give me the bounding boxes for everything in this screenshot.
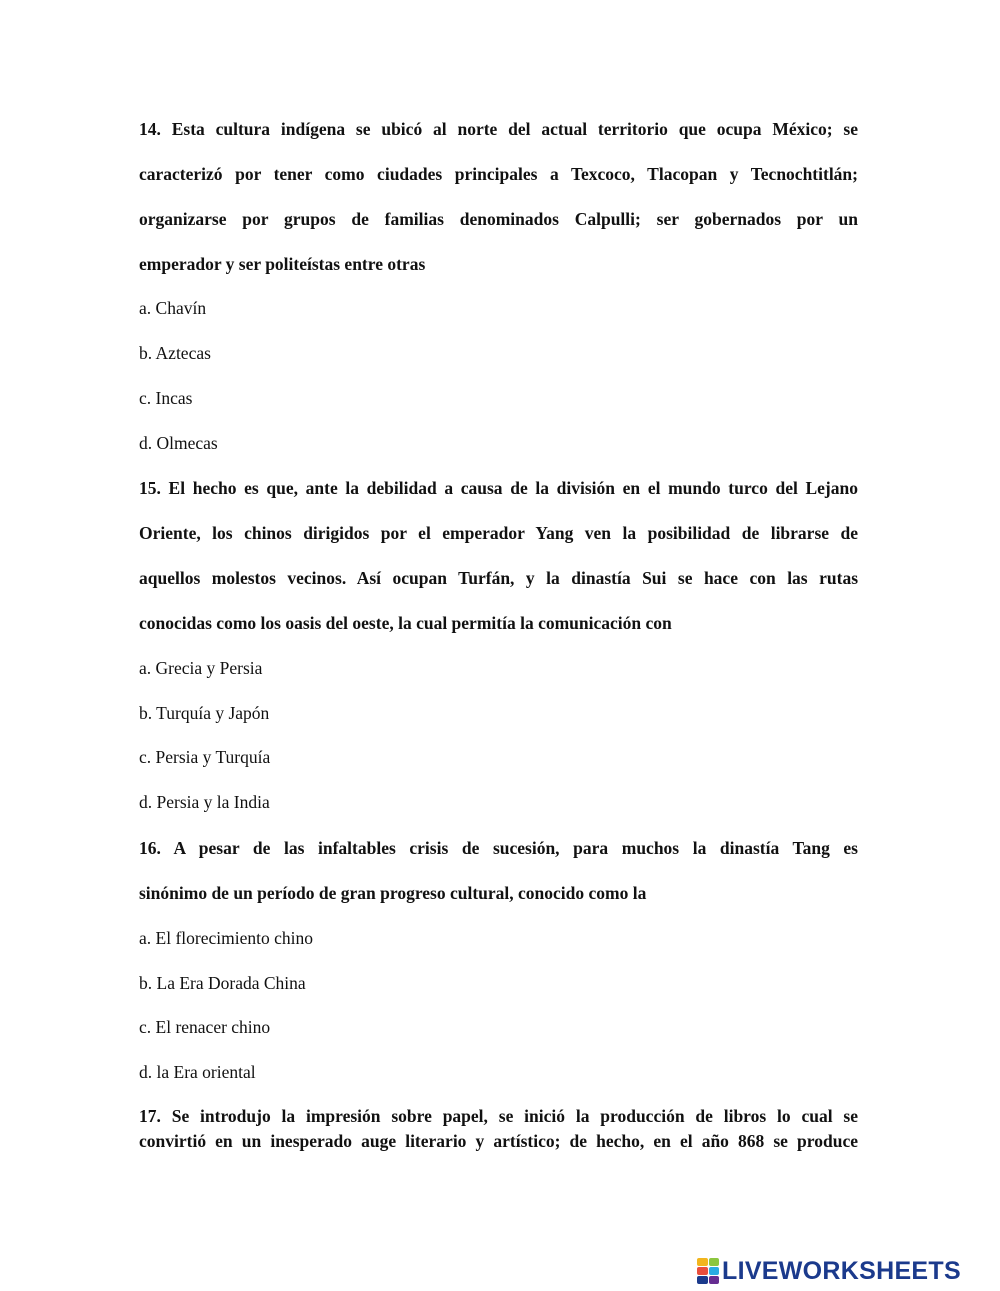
question-16	[139, 837, 858, 927]
logo-tile	[697, 1267, 708, 1275]
question-14	[139, 118, 858, 298]
question-line: 17. Se introdujo la impresión sobre papel, se inició la producción de libros lo cual se	[139, 1106, 858, 1126]
question-line: convirtió en un inesperado auge literario y artístico; de hecho, en el año 868 se produce	[139, 1131, 858, 1151]
question-line: 15. El hecho es que, ante la debilidad a causa de la división en el mundo turco del Lejano	[139, 478, 858, 498]
liveworksheets-logo-icon	[697, 1258, 719, 1284]
question-15	[139, 477, 858, 657]
option-15-a: a. Grecia y Persia	[139, 658, 263, 678]
logo-tile	[709, 1258, 720, 1266]
question-line: 16. A pesar de las infaltables crisis de sucesión, para muchos la dinastía Tang es	[139, 838, 858, 858]
question-line: caracterizó por tener como ciudades principales a Texcoco, Tlacopan y Tecnochtitlán;	[139, 164, 858, 184]
logo-tile	[697, 1276, 708, 1284]
question-line: 14. Esta cultura indígena se ubicó al norte del actual territorio que ocupa México; se	[139, 119, 858, 139]
logo-tile	[697, 1258, 708, 1266]
option-16-a: a. El florecimiento chino	[139, 928, 313, 948]
logo-tile	[709, 1267, 720, 1275]
option-14-b: b. Aztecas	[139, 343, 211, 363]
logo-tile	[709, 1276, 720, 1284]
liveworksheets-logo[interactable]	[697, 1257, 961, 1285]
question-line: conocidas como los oasis del oeste, la cual permitía la comunicación con	[139, 613, 672, 633]
option-16-b: b. La Era Dorada China	[139, 973, 306, 993]
question-line: emperador y ser politeístas entre otras	[139, 254, 426, 274]
question-line: sinónimo de un período de gran progreso cultural, conocido como la	[139, 883, 647, 903]
option-16-c: c. El renacer chino	[139, 1017, 271, 1037]
question-line: aquellos molestos vecinos. Así ocupan Turfán, y la dinastía Sui se hace con las rutas	[139, 568, 858, 588]
option-14-d: d. Olmecas	[139, 433, 218, 453]
option-14-a: a. Chavín	[139, 298, 207, 318]
option-15-c: c. Persia y Turquía	[139, 747, 271, 767]
question-line: organizarse por grupos de familias denominados Calpulli; ser gobernados por un	[139, 209, 858, 229]
option-15-d: d. Persia y la India	[139, 792, 270, 812]
option-14-c: c. Incas	[139, 388, 193, 408]
option-16-d: d. la Era oriental	[139, 1062, 256, 1082]
question-17	[139, 1105, 858, 1155]
option-15-b: b. Turquía y Japón	[139, 703, 270, 723]
question-line: Oriente, los chinos dirigidos por el emperador Yang ven la posibilidad de librarse de	[139, 523, 858, 543]
logo-text: LIVEWORKSHEETS	[722, 1257, 961, 1285]
